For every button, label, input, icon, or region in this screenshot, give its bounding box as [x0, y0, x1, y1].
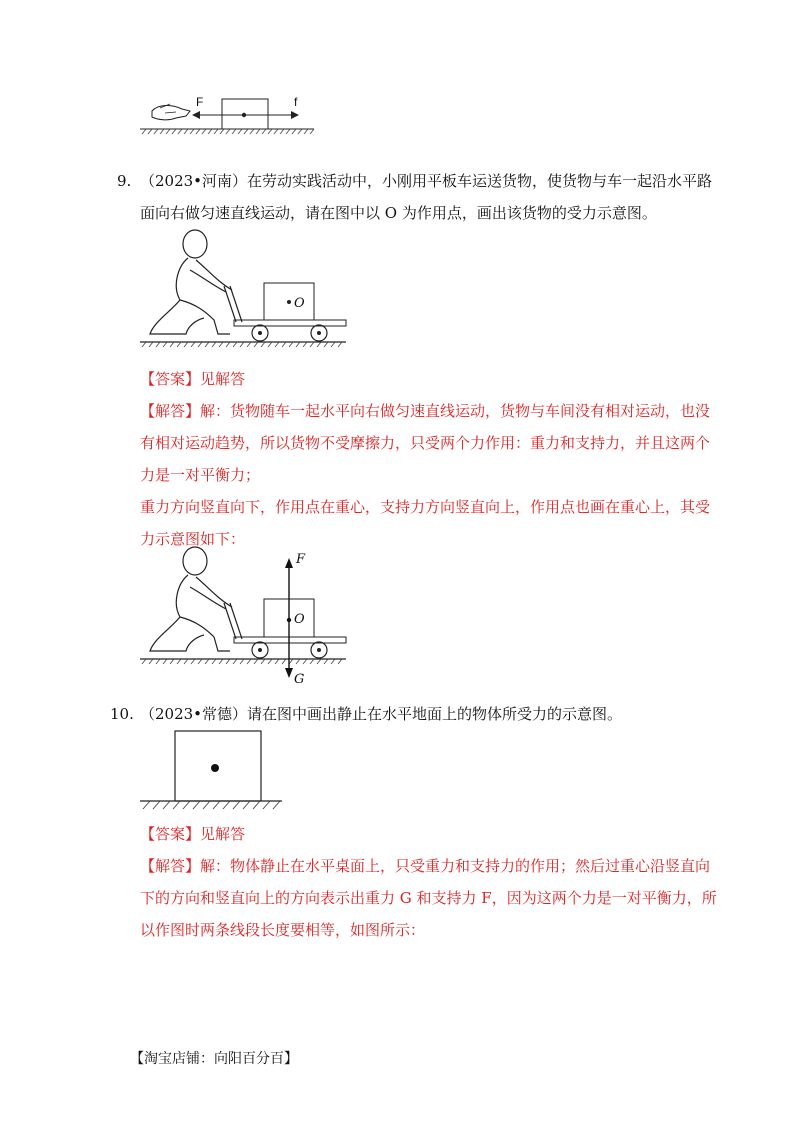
solution-9-line4: 重力方向竖直向下，作用点在重心，支持力方向竖直向上，作用点也画在重心上，其受 — [140, 498, 711, 516]
question-9-line2: 面向右做匀速直线运动，请在图中以 O 为作用点，画出该货物的受力示意图。 — [140, 204, 657, 222]
force-label-F-top: F — [196, 95, 204, 109]
force-label-G-answer: G — [294, 672, 305, 687]
solution-10-line3: 以作图时两条线段长度要相等，如图所示： — [140, 921, 426, 939]
point-label-O-answer: O — [294, 612, 305, 627]
force-label-f-top: f — [294, 95, 298, 109]
solution-10-line2: 下的方向和竖直向上的方向表示出重力 G 和支持力 F，因为这两个力是一对平衡力，所 — [140, 889, 717, 907]
solution-9-line5: 力示意图如下： — [140, 530, 246, 548]
answer-9: 【答案】见解答 — [140, 370, 246, 388]
page-footer: 【淘宝店铺：向阳百分百】 — [130, 1051, 298, 1067]
question-10-number: 10. — [110, 705, 134, 723]
solution-9-line3: 力是一对平衡力； — [140, 466, 261, 484]
question-10-text: （2023•常德）请在图中画出静止在水平地面上的物体所受力的示意图。 — [140, 705, 623, 723]
solution-9-line1: 【解答】解：货物随车一起水平向右做匀速直线运动，货物与车间没有相对运动，也没 — [140, 402, 711, 420]
solution-9-line2: 有相对运动趋势，所以货物不受摩擦力，只受两个力作用：重力和支持力，并且这两个 — [140, 434, 711, 452]
force-label-F-answer: F — [296, 552, 306, 567]
solution-10-line1: 【解答】解：物体静止在水平桌面上，只受重力和支持力的作用；然后过重心沿竖直向 — [140, 857, 711, 875]
question-9-line1: （2023•河南）在劳动实践活动中，小刚用平板车运送货物，使货物与车一起沿水平路 — [140, 172, 713, 190]
answer-10: 【答案】见解答 — [140, 825, 246, 843]
point-label-O-question: O — [294, 296, 305, 311]
question-9-number: 9. — [117, 172, 132, 190]
